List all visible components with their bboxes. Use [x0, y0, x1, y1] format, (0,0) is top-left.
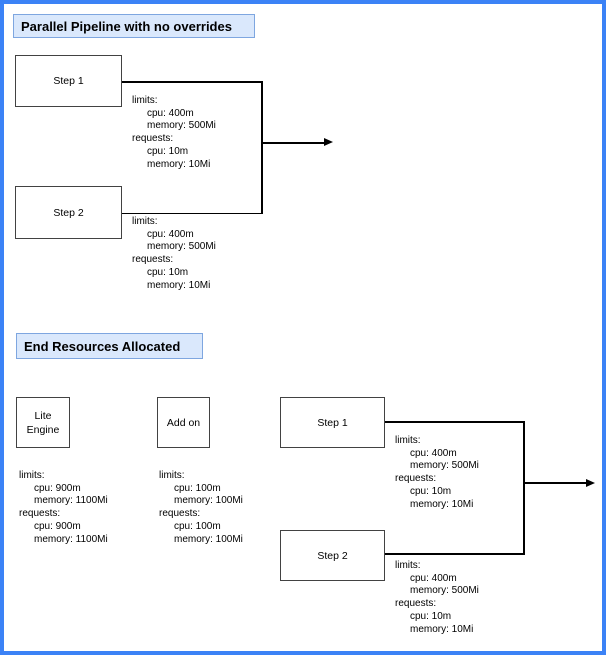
node-step1-bottom: [280, 397, 385, 448]
res-line: cpu: 10m: [410, 610, 452, 622]
connector-merge-top: [261, 81, 263, 214]
res-line: memory: 500Mi: [410, 460, 479, 472]
connector-step2-bottom: [385, 553, 524, 555]
res-line: cpu: 400m: [410, 447, 457, 459]
res-line: memory: 10Mi: [410, 623, 474, 635]
connector-step1-top: [122, 81, 262, 83]
resources-step2-bottom: [395, 560, 479, 636]
res-line: requests:: [395, 598, 437, 610]
res-line: limits:: [132, 216, 158, 227]
res-line: limits:: [132, 95, 158, 106]
node-lite-engine-label-line2: Engine: [26, 423, 60, 436]
res-line: requests:: [159, 508, 201, 520]
resources-add-on: [159, 470, 243, 546]
res-line: requests:: [132, 254, 174, 266]
res-line: cpu: 400m: [147, 107, 194, 119]
res-line: memory: 500Mi: [410, 585, 479, 597]
arrowhead-top-icon: [324, 138, 333, 146]
res-line: memory: 1100Mi: [34, 533, 108, 545]
res-line: memory: 100Mi: [174, 533, 243, 545]
res-line: cpu: 10m: [410, 485, 452, 497]
node-step2-top: [15, 186, 122, 239]
res-line: memory: 10Mi: [147, 158, 211, 170]
res-line: cpu: 100m: [174, 482, 221, 494]
res-line: limits:: [159, 470, 185, 481]
res-line: memory: 100Mi: [174, 495, 243, 507]
arrow-line-bottom: [524, 482, 586, 484]
connector-merge-bottom: [523, 421, 525, 555]
arrow-line-top: [262, 142, 325, 144]
section-title-parallel-pipeline: Parallel Pipeline with no overrides: [13, 14, 255, 38]
resources-step2-top: [132, 216, 216, 292]
arrowhead-bottom-icon: [586, 479, 595, 487]
node-step1-top: [15, 55, 122, 107]
node-step2-bottom-label: Step 2: [317, 549, 348, 562]
res-line: memory: 500Mi: [147, 120, 216, 132]
node-lite-engine: [16, 397, 70, 448]
res-line: limits:: [395, 560, 421, 571]
connector-step1-bottom: [385, 421, 524, 423]
node-lite-engine-label-line1: Lite: [34, 409, 52, 422]
node-add-on-label: Add on: [166, 416, 201, 429]
res-line: cpu: 400m: [147, 228, 194, 240]
res-line: requests:: [395, 473, 437, 485]
res-line: cpu: 400m: [410, 572, 457, 584]
node-step2-top-label: Step 2: [53, 206, 84, 219]
resources-step1-bottom: [395, 435, 479, 511]
node-step1-bottom-label: Step 1: [317, 416, 348, 429]
section-title-end-resources: End Resources Allocated: [16, 333, 203, 359]
resources-lite-engine: [19, 470, 108, 546]
res-line: cpu: 900m: [34, 520, 81, 532]
node-step2-bottom: [280, 530, 385, 581]
res-line: cpu: 10m: [147, 145, 189, 157]
res-line: cpu: 900m: [34, 482, 81, 494]
res-line: limits:: [395, 435, 421, 446]
res-line: memory: 500Mi: [147, 241, 216, 253]
res-line: memory: 10Mi: [147, 279, 211, 291]
resources-step1-top: [132, 95, 216, 171]
connector-step2-top: [122, 213, 262, 215]
res-line: limits:: [19, 470, 45, 481]
res-line: cpu: 100m: [174, 520, 221, 532]
res-line: memory: 1100Mi: [34, 495, 108, 507]
node-add-on: [157, 397, 210, 448]
res-line: memory: 10Mi: [410, 498, 474, 510]
res-line: cpu: 10m: [147, 266, 189, 278]
node-step1-top-label: Step 1: [53, 75, 84, 87]
res-line: requests:: [132, 133, 174, 145]
res-line: requests:: [19, 508, 61, 520]
